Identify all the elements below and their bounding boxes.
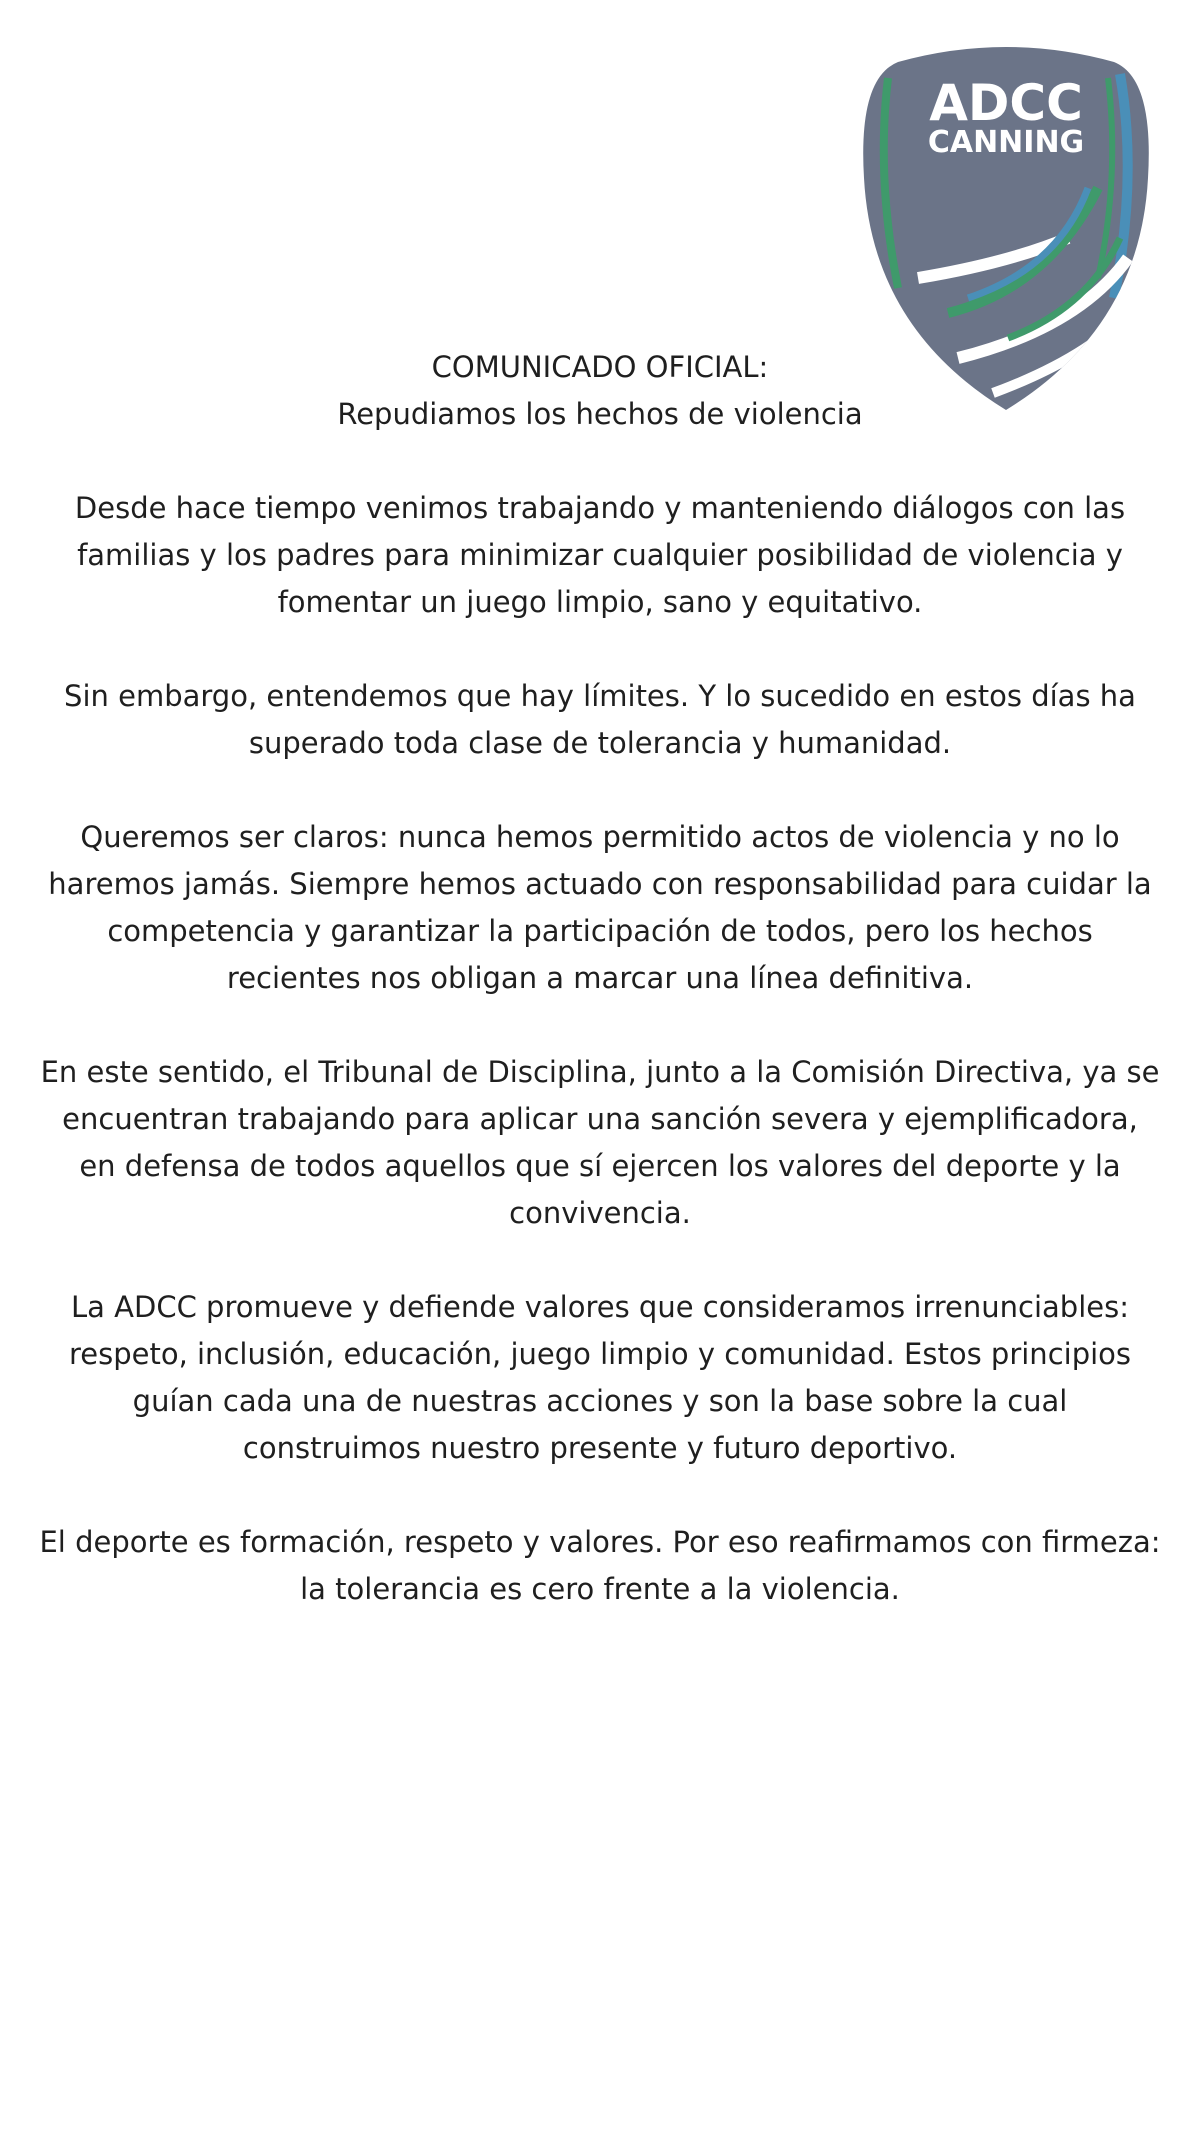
paragraph-6	[0, 1519, 1200, 1613]
statement-heading	[0, 344, 1200, 438]
logo-text-adcc: ADCC	[929, 74, 1083, 132]
paragraph-line: recientes nos obligan a marcar una línea definitiva.	[226, 961, 974, 995]
heading-title: COMUNICADO OFICIAL:	[431, 350, 769, 384]
paragraph-line: haremos jamás. Siempre hemos actuado con responsabilidad para cuidar la	[48, 867, 1152, 901]
paragraph-line: familias y los padres para minimizar cualquier posibilidad de violencia y	[77, 538, 1123, 572]
paragraph-5	[0, 1284, 1200, 1472]
paragraph-line: la tolerancia es cero frente a la violencia.	[300, 1572, 900, 1606]
paragraph-1	[0, 485, 1200, 626]
paragraph-line: El deporte es formación, respeto y valores. Por eso reafirmamos con firmeza:	[39, 1525, 1161, 1559]
paragraph-3	[0, 814, 1200, 1002]
paragraph-line: superado toda clase de tolerancia y humanidad.	[248, 726, 952, 760]
paragraph-line: respeto, inclusión, educación, juego limpio y comunidad. Estos principios	[68, 1337, 1132, 1371]
heading-subtitle: Repudiamos los hechos de violencia	[337, 397, 863, 431]
paragraph-line: encuentran trabajando para aplicar una sanción severa y ejemplificadora,	[62, 1102, 1138, 1136]
paragraph-line: en defensa de todos aquellos que sí ejercen los valores del deporte y la	[79, 1149, 1121, 1183]
paragraph-line: La ADCC promueve y defiende valores que consideramos irrenunciables:	[71, 1290, 1129, 1324]
paragraph-line: Desde hace tiempo venimos trabajando y manteniendo diálogos con las	[74, 491, 1126, 525]
logo-text-canning: CANNING	[927, 125, 1085, 160]
paragraph-line: construimos nuestro presente y futuro deportivo.	[242, 1431, 958, 1465]
paragraph-4	[0, 1049, 1200, 1237]
paragraph-line: convivencia.	[509, 1196, 691, 1230]
paragraph-2	[0, 673, 1200, 767]
statement-document	[0, 344, 1200, 1660]
paragraph-line: competencia y garantizar la participación de todos, pero los hechos	[107, 914, 1093, 948]
paragraph-line: guían cada una de nuestras acciones y son la base sobre la cual	[132, 1384, 1068, 1418]
paragraph-line: fomentar un juego limpio, sano y equitativo.	[277, 585, 923, 619]
paragraph-line: En este sentido, el Tribunal de Disciplina, junto a la Comisión Directiva, ya se	[40, 1055, 1160, 1089]
paragraph-line: Queremos ser claros: nunca hemos permitido actos de violencia y no lo	[80, 820, 1120, 854]
paragraph-line: Sin embargo, entendemos que hay límites. Y lo sucedido en estos días ha	[64, 679, 1136, 713]
